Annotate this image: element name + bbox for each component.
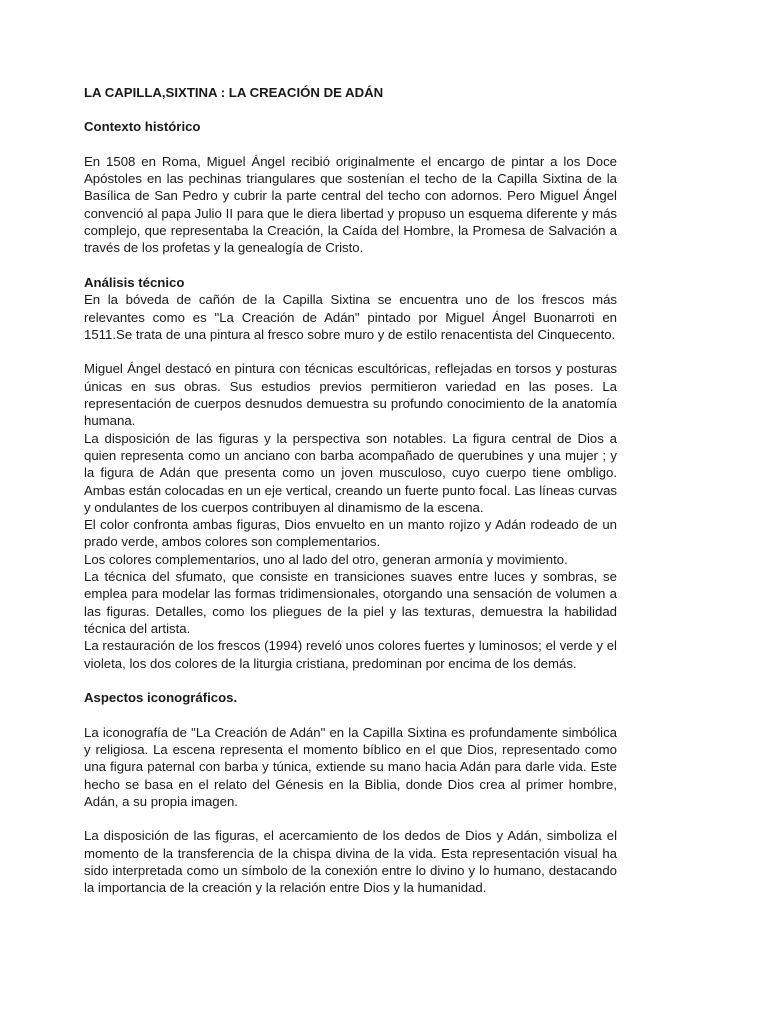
paragraph: La técnica del sfumato, que consiste en transiciones suaves entre luces y sombras, se emplea para modelar las formas tridimensionales, otorgando una sensación de volumen a las figuras. Detalles, como los pliegues de la piel y las texturas, demuestra la habilidad técnica del artista. [84,569,617,636]
section-heading-analisis: Análisis técnico [84,274,185,290]
document-page [84,84,617,897]
paragraph: Los colores complementarios, uno al lado del otro, generan armonía y movimiento. [84,551,568,567]
section-heading-contexto: Contexto histórico [84,119,201,135]
paragraph: Miguel Ángel destacó en pintura con técnicas escultóricas, reflejadas en torsos y posturas únicas en sus obras. Sus estudios previos permitieron variedad en las poses. La representación de cuerpos desnudos demuestra su profundo conocimiento de la anatomía humana. [84,361,617,429]
paragraph: En la bóveda de cañón de la Capilla Sixtina se encuentra uno de los frescos más relevantes como es "La Creación de Adán" pintado por Miguel Ángel Buonarroti en 1511.Se trata de una pintura al fresco sobre muro y de estilo renacentista del Cinquecento. [84,292,617,342]
paragraph: La iconografía de "La Creación de Adán" en la Capilla Sixtina es profundamente simbólica y religiosa. La escena representa el momento bíblico en el que Dios, representado como una figura paternal con barba y túnica, extiende su mano hacia Adán para darle vida. Este hecho se basa en el relato del Génesis en la Biblia, donde Dios crea al primer hombre, Adán, a su propia imagen. [84,724,617,809]
paragraph: La disposición de las figuras y la perspectiva son notables. La figura central de Dios a quien representa como un anciano con barba acompañado de querubines y una mujer ; y la figura de Adán que presenta como un joven musculoso, cuyo cuerpo tiene ombligo. Ambas están colocadas en un eje vertical, creando un fuerte punto focal. Las líneas curvas y ondulantes de los cuerpos contribuyen al dinamismo de la escena. [84,430,617,515]
paragraph: La disposición de las figuras, el acercamiento de los dedos de Dios y Adán, simboliza el momento de la transferencia de la chispa divina de la vida. Esta representación visual ha sido interpretada como un símbolo de la conexión entre lo divino y lo humano, destacando la importancia de la creación y la relación entre Dios y la humanidad. [84,828,617,896]
document-title: LA CAPILLA,SIXTINA : LA CREACIÓN DE ADÁN [84,85,384,100]
section-heading-aspectos: Aspectos iconográficos. [84,690,238,706]
paragraph: La restauración de los frescos (1994) reveló unos colores fuertes y luminosos; el verde y el violeta, los dos colores de la liturgia cristiana, predominan por encima de los demás. [84,638,617,671]
paragraph: En 1508 en Roma, Miguel Ángel recibió originalmente el encargo de pintar a los Doce Apóstoles en las pechinas triangulares que sostenían el techo de la Capilla Sixtina de la Basílica de San Pedro y cubrir la parte central del techo con adornos. Pero Miguel Ángel convenció al papa Julio II para que le diera libertad y propuso un esquema diferente y más complejo, que representaba la Creación, la Caída del Hombre, la Promesa de Salvación a través de los profetas y la genealogía de Cristo. [84,153,617,256]
paragraph: El color confronta ambas figuras, Dios envuelto en un manto rojizo y Adán rodeado de un prado verde, ambos colores son complementarios. [84,517,617,550]
